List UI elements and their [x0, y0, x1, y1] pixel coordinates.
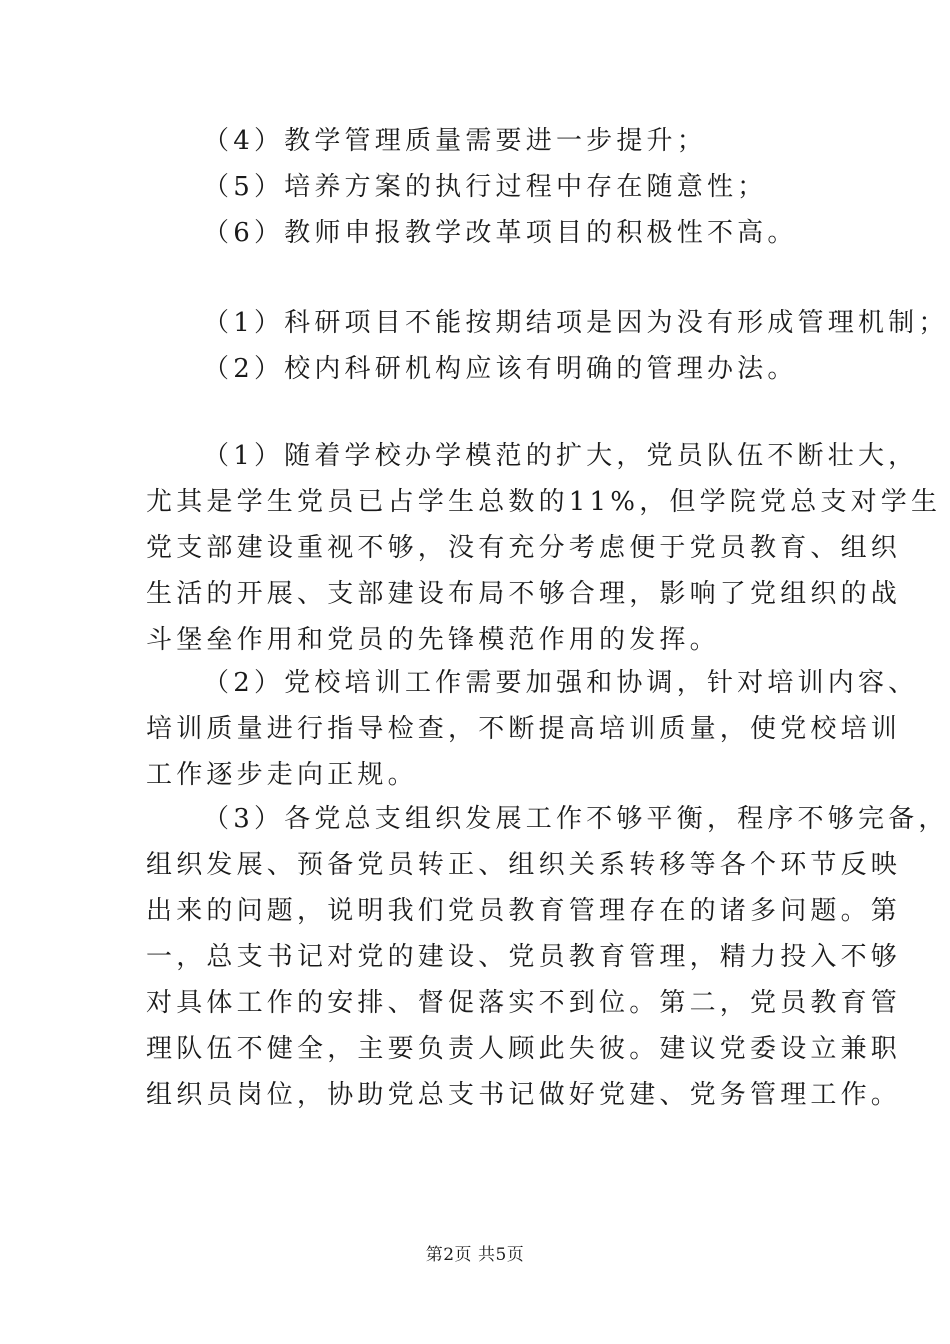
paragraph-line: 工作逐步走向正规。: [146, 760, 418, 790]
paragraph-line: 培训质量进行指导检查，不断提高培训质量，使党校培训: [146, 714, 902, 744]
page-footer: 第2页 共5页: [425, 1245, 525, 1265]
paragraph-line: 组织员岗位，协助党总支书记做好党建、党务管理工作。: [146, 1080, 902, 1110]
paragraph-line: 出来的问题，说明我们党员教育管理存在的诸多问题。第: [146, 896, 902, 926]
paragraph-line: （2）党校培训工作需要加强和协调，针对培训内容、: [203, 668, 919, 698]
list-item: （2）校内科研机构应该有明确的管理办法。: [203, 354, 798, 384]
paragraph-line: （1）随着学校办学模范的扩大，党员队伍不断壮大，: [203, 441, 919, 471]
list-item: （1）科研项目不能按期结项是因为没有形成管理机制；: [203, 308, 949, 338]
paragraph-line: 党支部建设重视不够，没有充分考虑便于党员教育、组织: [146, 533, 902, 563]
paragraph-line: 尤其是学生党员已占学生总数的11%，但学院党总支对学生: [146, 487, 942, 517]
paragraph-line: 生活的开展、支部建设布局不够合理，影响了党组织的战: [146, 579, 902, 609]
paragraph-line: 对具体工作的安排、督促落实不到位。第二，党员教育管: [146, 988, 902, 1018]
list-item: （6）教师申报教学改革项目的积极性不高。: [203, 218, 798, 248]
paragraph-line: （3）各党总支组织发展工作不够平衡，程序不够完备，: [203, 804, 949, 834]
paragraph-line: 理队伍不健全，主要负责人顾此失彼。建议党委设立兼职: [146, 1034, 902, 1064]
list-item: （4）教学管理质量需要进一步提升；: [203, 126, 707, 156]
paragraph-line: 组织发展、预备党员转正、组织关系转移等各个环节反映: [146, 850, 902, 880]
list-item: （5）培养方案的执行过程中存在随意性；: [203, 172, 768, 202]
paragraph-line: 斗堡垒作用和党员的先锋模范作用的发挥。: [146, 625, 720, 655]
paragraph-line: 一，总支书记对党的建设、党员教育管理，精力投入不够: [146, 942, 902, 972]
